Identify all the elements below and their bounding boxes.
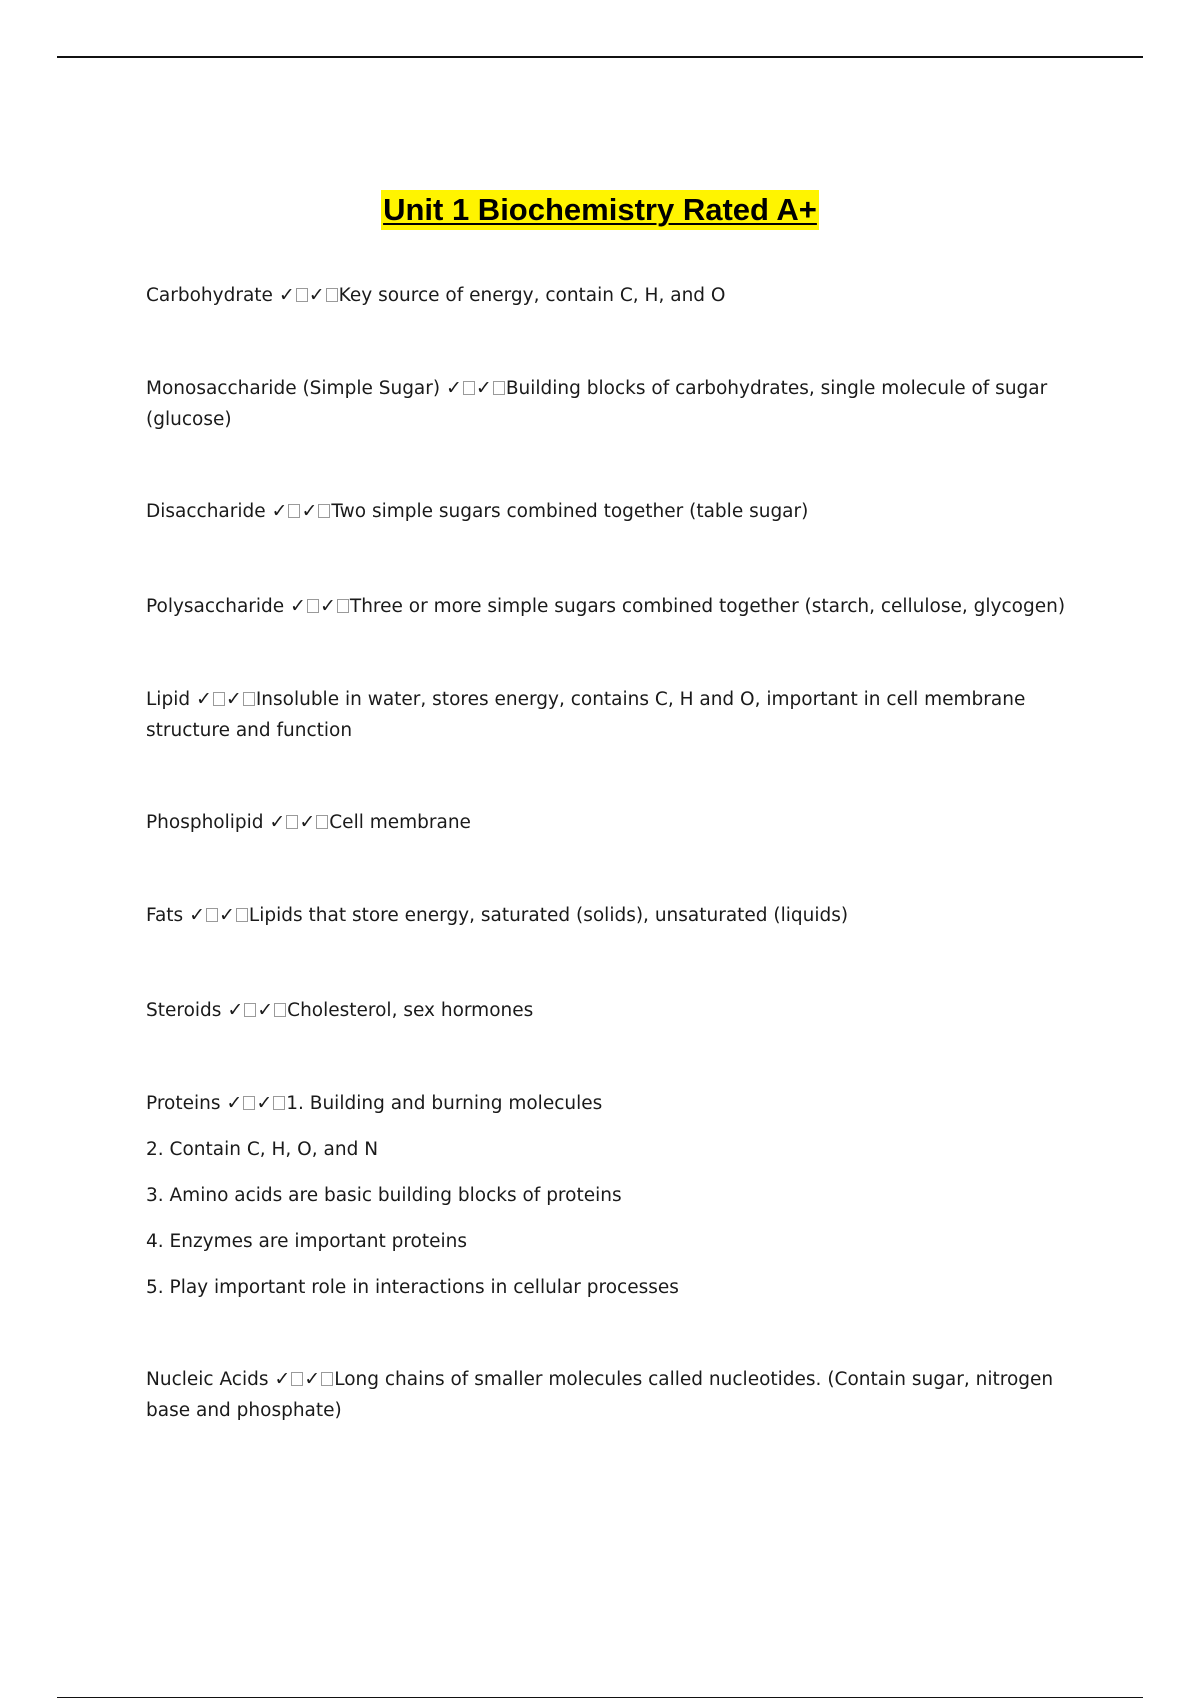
box-icon xyxy=(243,692,255,706)
entry-proteins xyxy=(146,1088,1091,1119)
check-icon: ✓ xyxy=(225,688,242,710)
box-icon xyxy=(321,1372,333,1386)
box-icon xyxy=(244,1003,256,1017)
bottom-rule xyxy=(57,1697,1143,1698)
entry-term: Disaccharide xyxy=(146,501,266,522)
box-icon xyxy=(291,1372,303,1386)
box-icon xyxy=(318,504,330,518)
box-icon xyxy=(316,815,328,829)
entry-steroids xyxy=(146,995,1091,1026)
box-icon xyxy=(463,381,475,395)
check-icon: ✓ xyxy=(304,1368,321,1390)
check-icon: ✓ xyxy=(446,377,462,399)
entry-term: Lipid xyxy=(146,689,191,710)
protein-point: 3. Amino acids are basic building blocks of proteins xyxy=(146,1185,622,1206)
entry-term: Steroids xyxy=(146,1000,222,1021)
top-rule xyxy=(57,56,1143,58)
box-icon xyxy=(307,599,319,613)
entry-polysaccharide xyxy=(146,591,1091,622)
entry-definition: Two simple sugars combined together (table sugar) xyxy=(331,501,809,522)
entry-definition: Insoluble in water, stores energy, contains C, H and O, important in cell membrane structure and function xyxy=(146,689,1026,741)
check-icon: ✓ xyxy=(475,377,492,399)
check-icon: ✓ xyxy=(257,999,274,1021)
box-icon xyxy=(326,288,338,302)
check-icon: ✓ xyxy=(271,500,288,522)
box-icon xyxy=(296,288,308,302)
entry-nucleic-acids xyxy=(146,1364,1091,1426)
entry-term: Phospholipid xyxy=(146,812,264,833)
entry-phospholipid xyxy=(146,807,1091,838)
check-icon: ✓ xyxy=(299,811,316,833)
check-icon: ✓ xyxy=(256,1092,273,1114)
check-icon: ✓ xyxy=(319,595,336,617)
title-container xyxy=(0,190,1200,230)
entry-definition: Cell membrane xyxy=(329,812,471,833)
entry-term: Polysaccharide xyxy=(146,596,285,617)
entry-term: Carbohydrate xyxy=(146,285,273,306)
entry-fats xyxy=(146,900,1091,931)
entry-definition: Lipids that store energy, saturated (solids), unsaturated (liquids) xyxy=(248,905,849,926)
box-icon xyxy=(286,815,298,829)
protein-point: 4. Enzymes are important proteins xyxy=(146,1231,468,1252)
entry-disaccharide xyxy=(146,496,1091,527)
entry-monosaccharide xyxy=(146,373,1091,435)
check-icon: ✓ xyxy=(278,284,295,306)
check-icon: ✓ xyxy=(308,284,325,306)
check-icon: ✓ xyxy=(226,1092,243,1114)
check-icon: ✓ xyxy=(269,811,286,833)
entry-definition: Building blocks of carbohydrates, single molecule of sugar (glucose) xyxy=(146,378,1048,430)
check-icon: ✓ xyxy=(218,904,235,926)
box-icon xyxy=(273,1096,285,1110)
box-icon xyxy=(493,381,505,395)
entry-term: Proteins xyxy=(146,1093,221,1114)
box-icon xyxy=(288,504,300,518)
box-icon xyxy=(337,599,349,613)
entry-definition: 1. Building and burning molecules xyxy=(286,1093,603,1114)
page-title: Unit 1 Biochemistry Rated A+ xyxy=(381,190,819,230)
box-icon xyxy=(206,908,218,922)
box-icon xyxy=(236,908,248,922)
check-icon: ✓ xyxy=(301,500,318,522)
protein-point: 5. Play important role in interactions in cellular processes xyxy=(146,1277,679,1298)
protein-point: 2. Contain C, H, O, and N xyxy=(146,1139,379,1160)
check-icon: ✓ xyxy=(290,595,306,617)
entry-definition: Key source of energy, contain C, H, and O xyxy=(338,285,726,306)
box-icon xyxy=(243,1096,255,1110)
entry-definition: Long chains of smaller molecules called nucleotides. (Contain sugar, nitrogen base and phosphate) xyxy=(146,1369,1054,1421)
entry-term: Fats xyxy=(146,905,184,926)
check-icon: ✓ xyxy=(195,688,212,710)
entry-term: Nucleic Acids xyxy=(146,1369,269,1390)
check-icon: ✓ xyxy=(227,999,244,1021)
entry-definition: Three or more simple sugars combined together (starch, cellulose, glycogen) xyxy=(349,596,1066,617)
box-icon xyxy=(213,692,225,706)
check-icon: ✓ xyxy=(189,904,205,926)
box-icon xyxy=(274,1003,286,1017)
entry-carbohydrate xyxy=(146,280,1091,311)
entry-term: Monosaccharide (Simple Sugar) xyxy=(146,378,441,399)
entry-lipid xyxy=(146,684,1091,746)
check-icon: ✓ xyxy=(274,1368,291,1390)
entry-definition: Cholesterol, sex hormones xyxy=(287,1000,534,1021)
